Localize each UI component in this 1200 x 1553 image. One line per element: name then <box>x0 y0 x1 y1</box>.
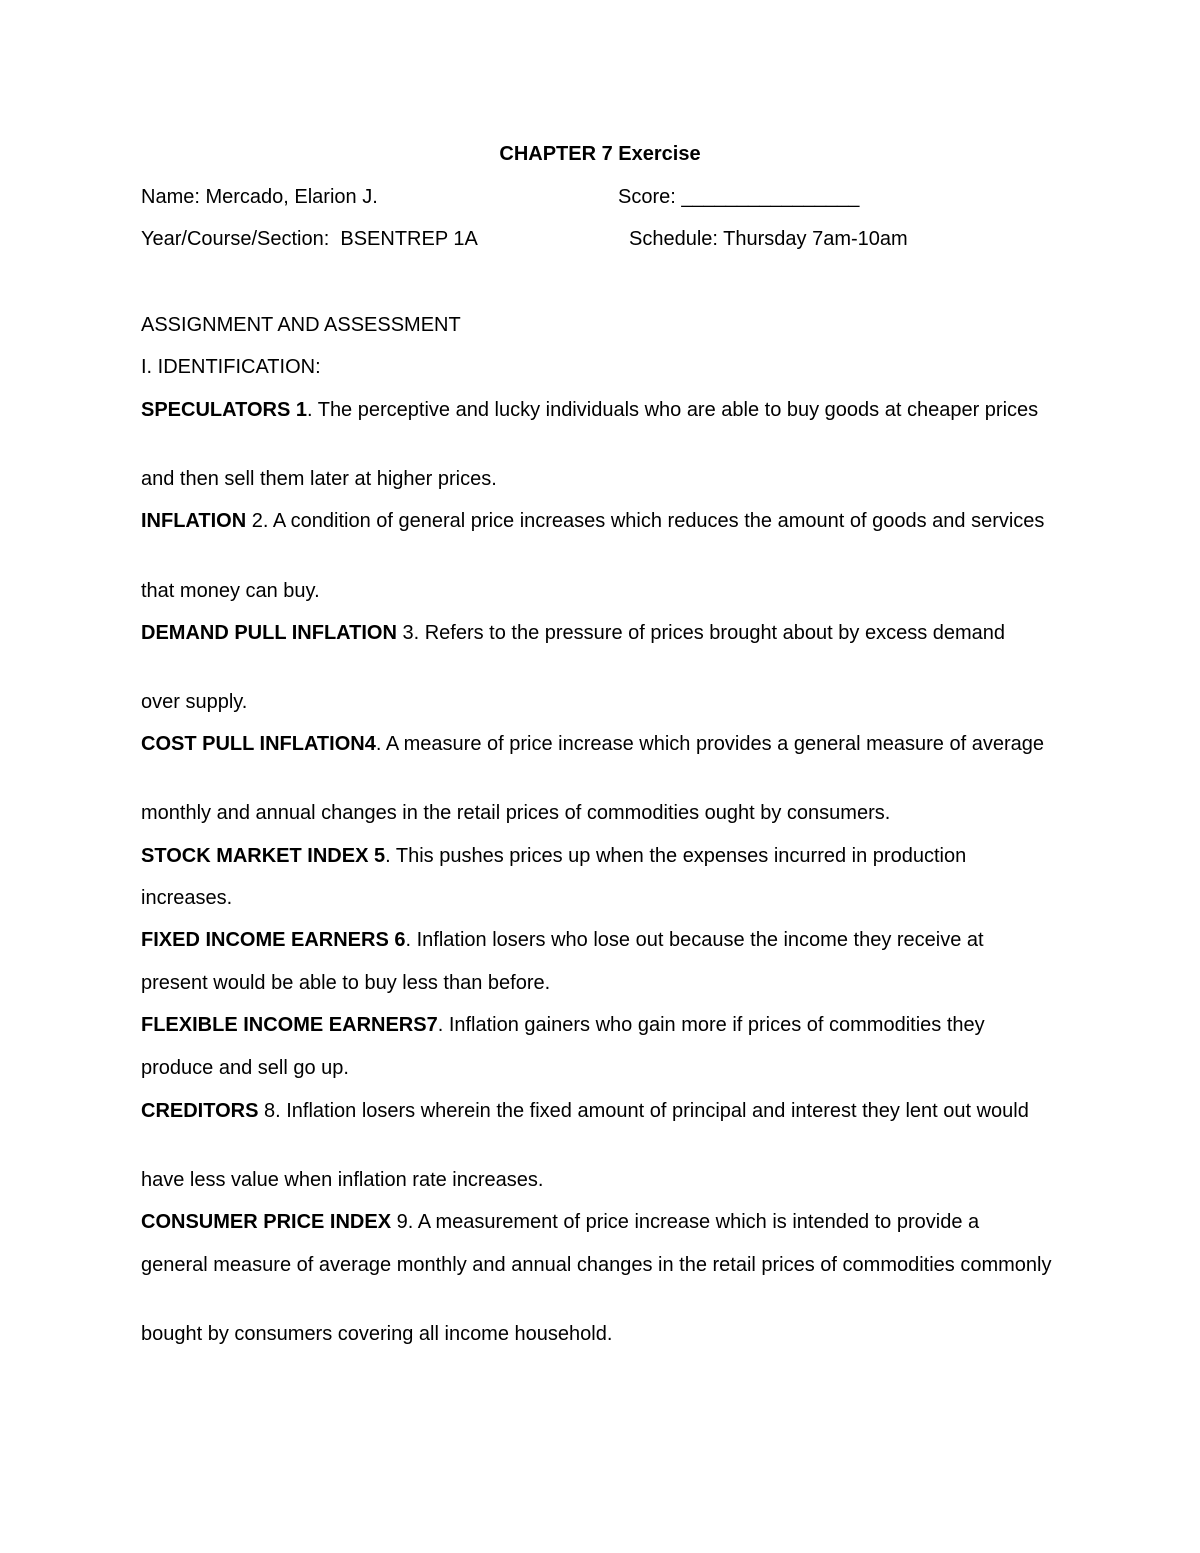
item-definition: . The perceptive and lucky individuals who are able to buy goods at cheaper prices <box>306 399 1039 421</box>
item-continuation: that money can buy. <box>141 580 320 602</box>
item-definition: . This pushes prices up when the expenses incurred in production <box>385 845 967 867</box>
identification-item <box>141 1012 1071 1038</box>
item-continuation: increases. <box>141 887 233 909</box>
identification-item <box>141 843 1071 869</box>
document-title: CHAPTER 7 Exercise <box>499 143 701 165</box>
part-heading: I. IDENTIFICATION: <box>141 356 321 378</box>
identification-item <box>141 620 1071 646</box>
item-continuation: monthly and annual changes in the retail prices of commodities ought by consumers. <box>141 802 891 824</box>
item-term: SPECULATORS 1 <box>141 399 307 421</box>
item-term: FLEXIBLE INCOME EARNERS7 <box>141 1014 438 1036</box>
identification-item <box>141 397 1071 423</box>
item-term: CREDITORS <box>141 1100 259 1122</box>
section-heading: ASSIGNMENT AND ASSESSMENT <box>141 314 461 336</box>
item-term: COST PULL INFLATION4 <box>141 733 376 755</box>
year-course-section-field: Year/Course/Section: BSENTREP 1A <box>141 228 478 250</box>
item-term: CONSUMER PRICE INDEX <box>141 1211 392 1233</box>
item-definition: 3. Refers to the pressure of prices brought about by excess demand <box>396 622 1006 644</box>
item-continuation: over supply. <box>141 691 248 713</box>
item-term: DEMAND PULL INFLATION <box>141 622 397 644</box>
item-continuation: bought by consumers covering all income household. <box>141 1323 613 1345</box>
item-continuation: have less value when inflation rate increases. <box>141 1169 544 1191</box>
identification-item <box>141 508 1071 534</box>
item-definition: . Inflation losers who lose out because the income they receive at <box>405 929 984 951</box>
item-definition: 9. A measurement of price increase which is intended to provide a <box>391 1211 980 1233</box>
item-term: INFLATION <box>141 510 247 532</box>
item-continuation: produce and sell go up. <box>141 1057 349 1079</box>
item-term: FIXED INCOME EARNERS 6 <box>141 929 406 951</box>
item-definition: 8. Inflation losers wherein the fixed amount of principal and interest they lent out would <box>258 1100 1029 1122</box>
item-continuation: present would be able to buy less than before. <box>141 972 551 994</box>
item-continuation: general measure of average monthly and annual changes in the retail prices of commodities commonly <box>141 1254 1052 1276</box>
name-field: Name: Mercado, Elarion J. <box>141 186 378 208</box>
identification-item <box>141 1098 1071 1124</box>
item-definition: . Inflation gainers who gain more if prices of commodities they <box>437 1014 985 1036</box>
schedule-field: Schedule: Thursday 7am-10am <box>629 228 908 250</box>
item-term: STOCK MARKET INDEX 5 <box>141 845 386 867</box>
identification-item <box>141 1209 1071 1235</box>
item-definition: . A measure of price increase which provides a general measure of average <box>375 733 1044 755</box>
identification-item <box>141 927 1071 953</box>
score-field: Score: ________________ <box>618 186 860 208</box>
identification-item <box>141 731 1071 757</box>
item-continuation: and then sell them later at higher prices. <box>141 468 497 490</box>
item-definition: 2. A condition of general price increases which reduces the amount of goods and services <box>246 510 1045 532</box>
